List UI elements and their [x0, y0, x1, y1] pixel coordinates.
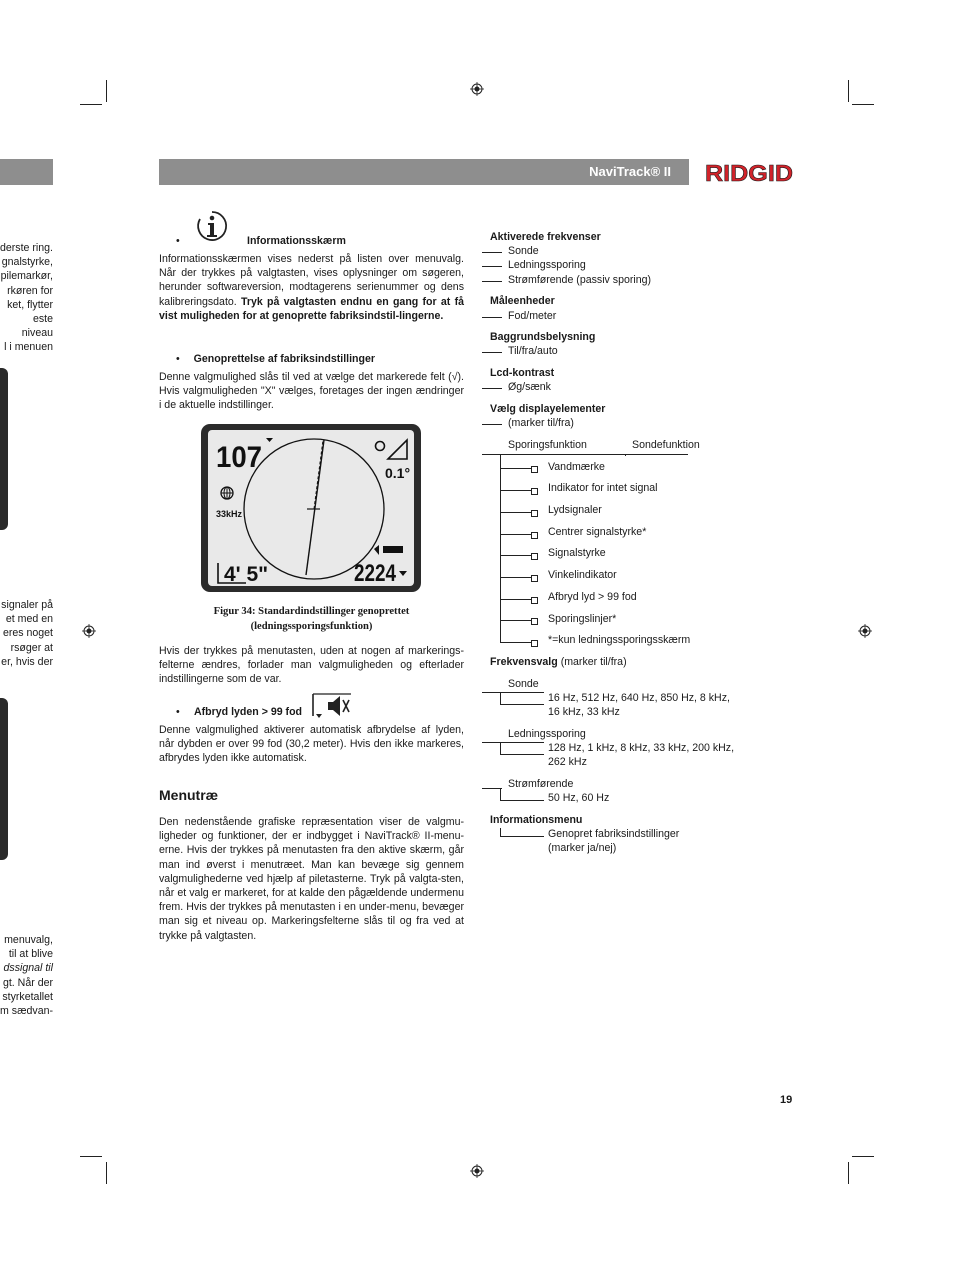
tree-leaf: Til/fra/auto: [508, 345, 558, 357]
info-paragraph: Informationsskærmen vises nederst på listen over menuvalg. Når der trykkes på valgtasten, vises oplysninger om søgeren, herunder softwareversion, modtagerens serienummer og dens kalibreringsdato. Tryk på valgtasten endnu en gang for at få vist muligheden for at genoprette fabriksindstil-lingerne.: [159, 253, 464, 322]
tree-leaf: Sonde: [508, 678, 539, 690]
tree-node-label: Aktiverede frekvenser: [490, 231, 601, 243]
section-heading: Afbryd lyden > 99 fod: [194, 706, 303, 718]
tree-leaf: (marker til/fra): [508, 417, 574, 429]
page-number: 19: [780, 1094, 793, 1106]
tree-leaf: Centrer signalstyrke*: [548, 526, 647, 538]
tree-leaf: Signalstyrke: [548, 547, 606, 559]
tree-leaf: Indikator for intet signal: [548, 482, 658, 494]
bullet: •: [176, 706, 180, 718]
tree-node-label: Informationsmenu: [490, 814, 583, 826]
tree-leaf: 16 kHz, 33 kHz: [548, 706, 620, 718]
svg-text:RIDGID: RIDGID: [705, 160, 793, 186]
tree-leaf: Afbryd lyd > 99 fod: [548, 591, 637, 603]
bullet: •: [176, 353, 180, 365]
tree-leaf: Sporingsfunktion: [508, 439, 587, 451]
mute-paragraph: Denne valgmulighed aktiverer automatisk afbrydelse af lyden, når dybden er over 99 fod (30,2 meter). Hvis den ikke markeres, afbrydes lyden ikke automatisk.: [159, 724, 464, 765]
tree-leaf: 50 Hz, 60 Hz: [548, 792, 610, 804]
left-page-fragment: menuvalg, til at blive dssignal til gt. Når der styrketallet m sædvan-: [0, 934, 53, 1018]
figure-caption: Figur 34: Standardindstillinger genoprettet (ledningssporingsfunktion): [213, 606, 410, 632]
svg-text:2224: 2224: [354, 560, 397, 587]
tree-node-label: Frekvensvalg (marker til/fra): [490, 656, 627, 668]
tree-leaf: Fod/meter: [508, 310, 557, 322]
section-heading: Genoprettelse af fabriksindstillinger: [193, 353, 375, 365]
left-page-fragment: derste ring. gnalstyrke, pilemarkør, rkøren for ket, flytter este niveau l i menuen: [0, 242, 53, 354]
svg-text:4' 5": 4' 5": [224, 563, 269, 586]
tree-leaf: 128 Hz, 1 kHz, 8 kHz, 33 kHz, 200 kHz,: [548, 742, 735, 754]
svg-text:33kHz: 33kHz: [216, 509, 243, 519]
tree-leaf: Lydsignaler: [548, 504, 602, 516]
tree-leaf: Sondefunktion: [632, 439, 700, 451]
section-heading: Informationsskærm: [247, 235, 346, 247]
menutree-paragraph: Den nedenstående grafiske repræsentation viser de valgmu-ligheder og funktioner, der er indbygget i NaviTrack® II-menu-erne. Hvis der trykkes på menutasten fra den aktive skærm, går man ind øverst i menutræet. Man kan bevæge sig gennem valgmulighederne ved hjælp af piletasterne. Tryk på valgta-sten, når et valg er markeret, for at kalde den pågældende undermenu frem. Hvis der trykkes på menutasten i en under-menu, bevæger man sig et niveau op. Markeringsfelterne slås til og fra ved at trykke på valgtasten.: [159, 816, 464, 942]
tree-node-label: Vælg displayelementer: [490, 403, 606, 415]
tree-leaf: 16 Hz, 512 Hz, 640 Hz, 850 Hz, 8 kHz,: [548, 692, 730, 704]
bullet: •: [176, 235, 180, 247]
tree-leaf: Ledningssporing: [508, 259, 586, 271]
tree-leaf: Sonde: [508, 245, 539, 257]
tree-node-label: Baggrundsbelysning: [490, 331, 596, 343]
tree-leaf: (marker ja/nej): [548, 842, 617, 854]
tree-leaf: Genopret fabriksindstillinger: [548, 828, 680, 840]
tree-leaf: *=kun ledningssporingsskærm: [548, 634, 691, 646]
menukey-paragraph: Hvis der trykkes på menutasten, uden at nogen af markerings-felterne ændres, forlader man valgmuligheden og efterlader indstillingerne som de var.: [159, 645, 464, 686]
tree-leaf: Strømførende (passiv sporing): [508, 274, 652, 286]
tree-leaf: Sporingslinjer*: [548, 613, 617, 625]
tree-leaf: Ledningssporing: [508, 728, 586, 740]
reset-paragraph: Denne valgmulighed slås til ved at vælge det markerede felt (√). Hvis valgmuligheden "X" vælges, foretages der ingen ændringer i de aktuelle indstillinger.: [159, 371, 464, 412]
tree-leaf: Vandmærke: [548, 461, 605, 473]
left-page-fragment: signaler på et med en eres noget rsøger at er, hvis der: [1, 599, 53, 668]
tree-leaf: Strømførende: [508, 778, 574, 790]
tree-leaf: Vinkelindikator: [548, 569, 617, 581]
tree-node-label: Måleenheder: [490, 295, 555, 307]
svg-text:107: 107: [216, 441, 262, 474]
product-title: NaviTrack® II: [589, 164, 671, 179]
tree-leaf: Øg/sænk: [508, 381, 551, 393]
svg-text:0.1°: 0.1°: [385, 465, 411, 481]
tree-leaf: 262 kHz: [548, 756, 587, 768]
tree-node-label: Lcd-kontrast: [490, 367, 555, 379]
menutree-heading: Menutræ: [159, 787, 219, 803]
